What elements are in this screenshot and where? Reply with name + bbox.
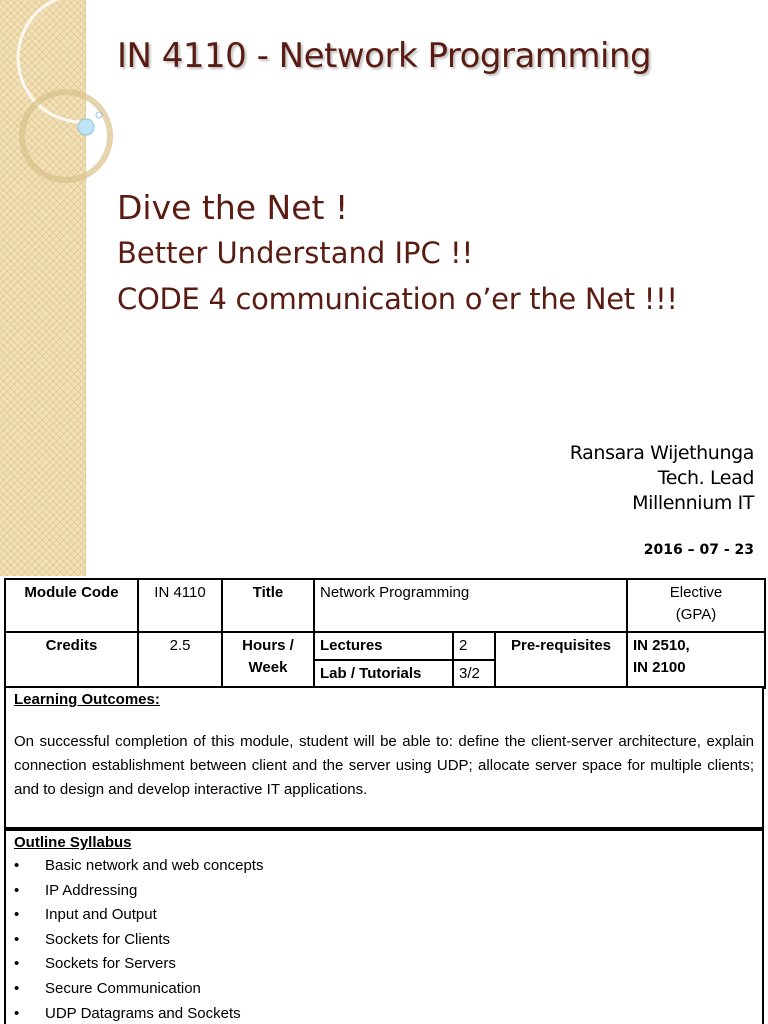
list-item-text: Sockets for Servers [45,955,176,973]
list-item-text: IP Addressing [45,881,138,899]
author-name: Ransara Wijethunga [569,442,754,464]
author-role: Tech. Lead [657,467,754,489]
list-item [14,879,754,904]
credits-value: 2.5 [138,632,222,688]
list-item-text: Sockets for Clients [45,930,171,948]
table-row [5,579,765,632]
list-item-text: Secure Communication [45,979,201,997]
list-item-text: Input and Output [45,906,157,924]
bullet-icon: • [14,1004,20,1022]
hours-week-label: Hours / Week [222,632,314,688]
author-organization: Millennium IT [632,492,754,514]
list-item [14,952,754,977]
module-type: Elective (GPA) [627,579,765,632]
slide-subtitle-2: Better Understand IPC !! [117,236,474,270]
bullet-icon: • [14,979,20,997]
slide-date: 2016 – 07 - 23 [643,542,754,558]
learning-outcomes-text: On successful completion of this module, student will be able to: define the client-server architecture, explain connection establishment between client and the server using UDP; allocate server space for multiple clients; and to design and develop interactive IT applications. [14,733,754,798]
title-label: Title [222,579,314,632]
list-item-text: UDP Datagrams and Sockets [45,1004,241,1022]
title-value: Network Programming [314,579,627,632]
lectures-value: 2 [453,632,495,660]
lab-tutorials-label: Lab / Tutorials [314,660,453,688]
bullet-icon: • [14,930,20,948]
lab-tutorials-value: 3/2 [453,660,495,688]
module-document [0,578,768,1024]
slide-subtitle-3: CODE 4 communication o’er the Net !!! [117,282,678,316]
prerequisites-label: Pre-requisites [495,632,627,688]
learning-outcomes-section [4,686,764,829]
lectures-label: Lectures [314,632,453,660]
module-code-value: IN 4110 [138,579,222,632]
syllabus-list [14,854,754,1024]
table-row [5,632,765,660]
decorative-circles [0,0,140,200]
list-item [14,977,754,1002]
bullet-icon: • [14,881,20,899]
module-info-table [4,578,766,689]
list-item-text: Basic network and web concepts [45,857,264,874]
learning-outcomes-heading: Learning Outcomes: [14,691,160,708]
list-item [14,903,754,928]
list-item [14,1002,754,1024]
outline-syllabus-section [4,829,764,1024]
bullet-icon: • [14,906,20,924]
slide-subtitle-1: Dive the Net ! [117,188,349,227]
slide-title: IN 4110 - Network Programming [117,36,652,76]
list-item [14,854,754,879]
module-code-label: Module Code [5,579,138,632]
prerequisites-value: IN 2510, IN 2100 [627,632,765,688]
outline-syllabus-heading: Outline Syllabus [14,834,132,851]
credits-label: Credits [5,632,138,688]
bullet-icon: • [14,955,20,973]
bullet-icon: • [14,857,20,874]
list-item [14,928,754,953]
